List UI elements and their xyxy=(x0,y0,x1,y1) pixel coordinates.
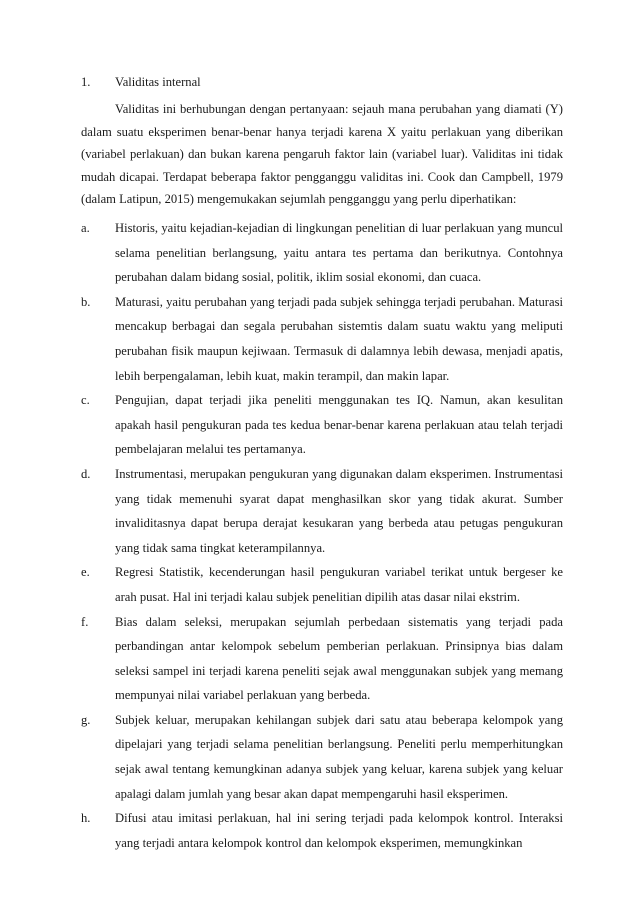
threat-list xyxy=(81,216,563,855)
list-item-text: Bias dalam seleksi, merupakan sejumlah perbedaan sistematis yang terjadi pada perbandingan antar kelompok sebelum pemberian perlakuan. Prinsipnya bias dalam seleksi sampel ini terjadi karena peneliti sejak awal menggunakan subjek yang memang mempunyai nilai variabel perlakuan yang berbeda. xyxy=(115,614,563,703)
list-item xyxy=(81,290,563,388)
section-title: Validitas internal xyxy=(115,75,201,89)
list-item-marker: g. xyxy=(81,712,91,727)
list-item xyxy=(81,560,563,609)
list-item-text: Pengujian, dapat terjadi jika peneliti menggunakan tes IQ. Namun, akan kesulitan apakah hasil pengukuran pada tes kedua benar-benar karena perlakuan atau telah terjadi pembelajaran melalui tes pertamanya. xyxy=(115,393,563,457)
list-item xyxy=(81,708,563,806)
list-item-marker: h. xyxy=(81,811,91,826)
section-heading xyxy=(81,72,201,93)
list-item xyxy=(81,388,563,462)
list-item-text: Maturasi, yaitu perubahan yang terjadi pada subjek sehingga terjadi perubahan. Maturasi mencakup berbagai dan segala perubahan sistemtis dalam suatu waktu yang meliputi perubahan fisik maupun kejiwaan. Termasuk di dalamnya lebih dewasa, menjadi apatis, lebih berpengalaman, lebih kuat, makin terampil, dan makin lapar. xyxy=(115,294,563,383)
list-item-text: Difusi atau imitasi perlakuan, hal ini sering terjadi pada kelompok kontrol. Interaksi yang terjadi antara kelompok kontrol dan kelompok eksperimen, memungkinkan xyxy=(115,811,563,850)
list-item xyxy=(81,216,563,290)
list-item-text: Subjek keluar, merupakan kehilangan subjek dari satu atau beberapa kelompok yang dipelajari yang terjadi selama penelitian berlangsung. Peneliti perlu memperhitungkan sejak awal tentang kemungkinan adanya subjek yang keluar, karena subjek yang keluar apalagi dalam jumlah yang besar akan dapat mempengaruhi hasil eksperimen. xyxy=(115,712,563,801)
section-number: 1. xyxy=(81,75,91,89)
list-item-text: Instrumentasi, merupakan pengukuran yang digunakan dalam eksperimen. Instrumentasi yang tidak memenuhi syarat dapat menghasilkan skor yang tidak akurat. Sumber invaliditasnya dapat berupa derajat kesukaran yang berbeda atau petugas pengukuran yang tidak sama tingkat keterampilannya. xyxy=(115,466,563,555)
list-item-marker: d. xyxy=(81,466,91,481)
list-item xyxy=(81,806,563,855)
list-item-text: Regresi Statistik, kecenderungan hasil pengukuran variabel terikat untuk bergeser ke arah pusat. Hal ini terjadi kalau subjek penelitian dipilih atas dasar nilai ekstrim. xyxy=(115,565,563,604)
list-item-marker: e. xyxy=(81,565,90,580)
list-item-marker: b. xyxy=(81,294,91,309)
list-item-marker: f. xyxy=(81,614,89,629)
list-item xyxy=(81,462,563,560)
list-item xyxy=(81,610,563,708)
list-item-marker: a. xyxy=(81,221,90,235)
list-item-marker: c. xyxy=(81,393,90,408)
intro-paragraph: Validitas ini berhubungan dengan pertanyaan: sejauh mana perubahan yang diamati (Y) dalam suatu eksperimen benar-benar hanya terjadi karena X yaitu perlakuan yang diberikan (variabel perlakuan) dan bukan karena pengaruh faktor lain (variabel luar). Validitas ini tidak mudah dicapai. Terdapat beberapa faktor pengganggu validitas ini. Cook dan Campbell, 1979 (dalam Latipun, 2015) mengemukakan sejumlah pengganggu yang perlu diperhatikan: xyxy=(81,102,563,207)
list-item-text: Historis, yaitu kejadian-kejadian di lingkungan penelitian di luar perlakuan yang muncul selama penelitian berlangsung, yaitu antara tes pertama dan berikutnya. Contohnya perubahan dalam bidang sosial, politik, iklim sosial ekonomi, dan cuaca. xyxy=(115,221,563,285)
